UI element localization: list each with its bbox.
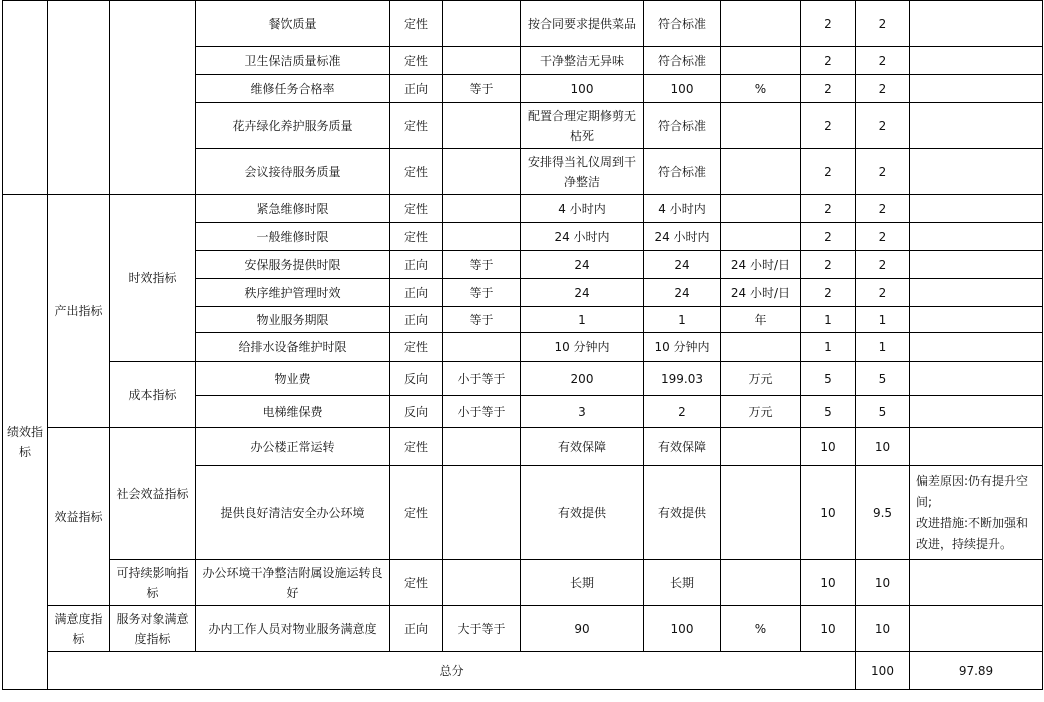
- level2-cell-top: [48, 1, 110, 195]
- indicator-target: 有效保障: [521, 428, 644, 466]
- indicator-type: 定性: [390, 47, 443, 75]
- indicator-note: [910, 307, 1043, 333]
- indicator-score: 2: [856, 251, 910, 279]
- table-row: [3, 195, 1043, 223]
- indicator-target: 按合同要求提供菜品: [521, 1, 644, 47]
- indicator-weight: 10: [801, 560, 856, 606]
- indicator-target: 配置合理定期修剪无枯死: [521, 103, 644, 149]
- indicator-note: [910, 1, 1043, 47]
- indicator-type: 定性: [390, 466, 443, 560]
- indicator-score: 5: [856, 362, 910, 396]
- indicator-operator: [443, 1, 521, 47]
- level3-category-service-target: 服务对象满意度指标: [110, 606, 196, 652]
- indicator-weight: 2: [801, 149, 856, 195]
- indicator-type: 反向: [390, 362, 443, 396]
- indicator-type: 定性: [390, 333, 443, 362]
- indicator-note: [910, 333, 1043, 362]
- table-row: [3, 428, 1043, 466]
- indicator-actual: 2: [644, 396, 721, 428]
- indicator-weight: 2: [801, 1, 856, 47]
- level3-cell-top: [110, 1, 196, 195]
- indicator-actual: 10 分钟内: [644, 333, 721, 362]
- indicator-weight: 10: [801, 466, 856, 560]
- total-row: [3, 652, 1043, 690]
- indicator-unit: 24 小时/日: [721, 251, 801, 279]
- indicator-target: 3: [521, 396, 644, 428]
- indicator-unit: %: [721, 606, 801, 652]
- indicator-score: 10: [856, 428, 910, 466]
- indicator-name: 给排水设备维护时限: [196, 333, 390, 362]
- table-row: [3, 362, 1043, 396]
- indicator-target: 200: [521, 362, 644, 396]
- indicator-unit: [721, 466, 801, 560]
- indicator-target: 4 小时内: [521, 195, 644, 223]
- indicator-operator: [443, 223, 521, 251]
- indicator-operator: [443, 428, 521, 466]
- indicator-name: 办内工作人员对物业服务满意度: [196, 606, 390, 652]
- indicator-operator: 等于: [443, 307, 521, 333]
- indicator-name: 物业费: [196, 362, 390, 396]
- indicator-score: 1: [856, 333, 910, 362]
- indicator-note: [910, 362, 1043, 396]
- indicator-operator: 小于等于: [443, 362, 521, 396]
- indicator-unit: 万元: [721, 396, 801, 428]
- indicator-weight: 10: [801, 428, 856, 466]
- indicator-note: [910, 606, 1043, 652]
- indicator-weight: 1: [801, 307, 856, 333]
- indicator-weight: 10: [801, 606, 856, 652]
- indicator-weight: 2: [801, 279, 856, 307]
- indicator-operator: 大于等于: [443, 606, 521, 652]
- indicator-actual: 24: [644, 279, 721, 307]
- indicator-score: 2: [856, 279, 910, 307]
- indicator-score: 9.5: [856, 466, 910, 560]
- table-row: [3, 1, 1043, 47]
- indicator-name: 紧急维修时限: [196, 195, 390, 223]
- indicator-target: 干净整洁无异味: [521, 47, 644, 75]
- indicator-type: 定性: [390, 1, 443, 47]
- indicator-unit: 年: [721, 307, 801, 333]
- indicator-unit: 24 小时/日: [721, 279, 801, 307]
- indicator-actual: 24: [644, 251, 721, 279]
- improvement-measure: 改进措施:不断加强和改进，持续提升。: [916, 515, 1029, 551]
- indicator-score: 2: [856, 223, 910, 251]
- indicator-operator: [443, 149, 521, 195]
- indicator-actual: 100: [644, 75, 721, 103]
- indicator-type: 定性: [390, 103, 443, 149]
- indicator-name: 餐饮质量: [196, 1, 390, 47]
- indicator-type: 定性: [390, 195, 443, 223]
- indicator-name: 维修任务合格率: [196, 75, 390, 103]
- indicator-name: 物业服务期限: [196, 307, 390, 333]
- indicator-score: 10: [856, 606, 910, 652]
- indicator-operator: 等于: [443, 75, 521, 103]
- indicator-name: 秩序维护管理时效: [196, 279, 390, 307]
- indicator-score: 1: [856, 307, 910, 333]
- indicator-target: 90: [521, 606, 644, 652]
- indicator-note: [910, 251, 1043, 279]
- indicator-unit: [721, 195, 801, 223]
- level3-category-timeliness: 时效指标: [110, 195, 196, 362]
- indicator-operator: 小于等于: [443, 396, 521, 428]
- total-label: 总分: [48, 652, 856, 690]
- indicator-unit: [721, 1, 801, 47]
- indicator-weight: 1: [801, 333, 856, 362]
- indicator-note: [910, 560, 1043, 606]
- indicator-name: 一般维修时限: [196, 223, 390, 251]
- indicator-operator: [443, 560, 521, 606]
- level2-category-output: 产出指标: [48, 195, 110, 428]
- level3-category-cost: 成本指标: [110, 362, 196, 428]
- level1-category: 绩效指标: [3, 195, 48, 690]
- indicator-type: 正向: [390, 75, 443, 103]
- indicator-unit: [721, 47, 801, 75]
- indicator-unit: [721, 333, 801, 362]
- indicator-operator: 等于: [443, 251, 521, 279]
- level2-category-satisfaction: 满意度指标: [48, 606, 110, 652]
- indicator-target: 24: [521, 251, 644, 279]
- indicator-weight: 2: [801, 251, 856, 279]
- indicator-unit: [721, 428, 801, 466]
- indicator-actual: 符合标准: [644, 47, 721, 75]
- indicator-score: 2: [856, 195, 910, 223]
- indicator-name: 办公环境干净整洁附属设施运转良好: [196, 560, 390, 606]
- indicator-actual: 长期: [644, 560, 721, 606]
- total-weight: 100: [856, 652, 910, 690]
- level3-category-sustainable: 可持续影响指标: [110, 560, 196, 606]
- indicator-actual: 符合标准: [644, 103, 721, 149]
- indicator-actual: 1: [644, 307, 721, 333]
- indicator-target: 24 小时内: [521, 223, 644, 251]
- deviation-note: [910, 466, 1043, 560]
- indicator-unit: [721, 560, 801, 606]
- indicator-target: 10 分钟内: [521, 333, 644, 362]
- indicator-target: 24: [521, 279, 644, 307]
- indicator-type: 正向: [390, 307, 443, 333]
- level3-category-social: 社会效益指标: [110, 428, 196, 560]
- indicator-unit: %: [721, 75, 801, 103]
- indicator-note: [910, 149, 1043, 195]
- indicator-actual: 100: [644, 606, 721, 652]
- indicator-score: 2: [856, 103, 910, 149]
- indicator-unit: 万元: [721, 362, 801, 396]
- performance-table: [2, 0, 1043, 690]
- indicator-target: 100: [521, 75, 644, 103]
- indicator-operator: [443, 466, 521, 560]
- indicator-actual: 199.03: [644, 362, 721, 396]
- indicator-type: 定性: [390, 428, 443, 466]
- indicator-actual: 符合标准: [644, 1, 721, 47]
- indicator-name: 电梯维保费: [196, 396, 390, 428]
- indicator-type: 正向: [390, 606, 443, 652]
- level2-category-benefit: 效益指标: [48, 428, 110, 606]
- indicator-target: 有效提供: [521, 466, 644, 560]
- indicator-score: 2: [856, 1, 910, 47]
- indicator-unit: [721, 149, 801, 195]
- indicator-note: [910, 47, 1043, 75]
- indicator-weight: 2: [801, 223, 856, 251]
- indicator-actual: 24 小时内: [644, 223, 721, 251]
- indicator-target: 长期: [521, 560, 644, 606]
- deviation-reason: 偏差原因:仍有提升空间;: [916, 473, 1029, 509]
- indicator-weight: 2: [801, 103, 856, 149]
- level1-cell-top: [3, 1, 48, 195]
- indicator-type: 定性: [390, 149, 443, 195]
- indicator-operator: [443, 195, 521, 223]
- indicator-name: 花卉绿化养护服务质量: [196, 103, 390, 149]
- indicator-note: [910, 279, 1043, 307]
- indicator-operator: 等于: [443, 279, 521, 307]
- indicator-note: [910, 195, 1043, 223]
- indicator-type: 定性: [390, 560, 443, 606]
- indicator-score: 5: [856, 396, 910, 428]
- indicator-score: 2: [856, 47, 910, 75]
- table-row: [3, 560, 1043, 606]
- indicator-type: 正向: [390, 279, 443, 307]
- indicator-name: 会议接待服务质量: [196, 149, 390, 195]
- indicator-name: 安保服务提供时限: [196, 251, 390, 279]
- indicator-operator: [443, 333, 521, 362]
- indicator-name: 办公楼正常运转: [196, 428, 390, 466]
- indicator-actual: 4 小时内: [644, 195, 721, 223]
- indicator-target: 1: [521, 307, 644, 333]
- indicator-unit: [721, 223, 801, 251]
- indicator-score: 10: [856, 560, 910, 606]
- indicator-name: 卫生保洁质量标准: [196, 47, 390, 75]
- indicator-weight: 5: [801, 362, 856, 396]
- indicator-note: [910, 75, 1043, 103]
- indicator-actual: 有效提供: [644, 466, 721, 560]
- indicator-score: 2: [856, 149, 910, 195]
- indicator-actual: 有效保障: [644, 428, 721, 466]
- table-row: [3, 606, 1043, 652]
- indicator-weight: 2: [801, 47, 856, 75]
- indicator-type: 正向: [390, 251, 443, 279]
- indicator-weight: 2: [801, 75, 856, 103]
- indicator-type: 反向: [390, 396, 443, 428]
- indicator-note: [910, 428, 1043, 466]
- indicator-note: [910, 396, 1043, 428]
- indicator-note: [910, 223, 1043, 251]
- indicator-operator: [443, 47, 521, 75]
- indicator-score: 2: [856, 75, 910, 103]
- total-score: 97.89: [910, 652, 1043, 690]
- indicator-actual: 符合标准: [644, 149, 721, 195]
- indicator-type: 定性: [390, 223, 443, 251]
- indicator-weight: 2: [801, 195, 856, 223]
- indicator-weight: 5: [801, 396, 856, 428]
- indicator-name: 提供良好清洁安全办公环境: [196, 466, 390, 560]
- indicator-note: [910, 103, 1043, 149]
- indicator-target: 安排得当礼仪周到干净整洁: [521, 149, 644, 195]
- indicator-operator: [443, 103, 521, 149]
- indicator-unit: [721, 103, 801, 149]
